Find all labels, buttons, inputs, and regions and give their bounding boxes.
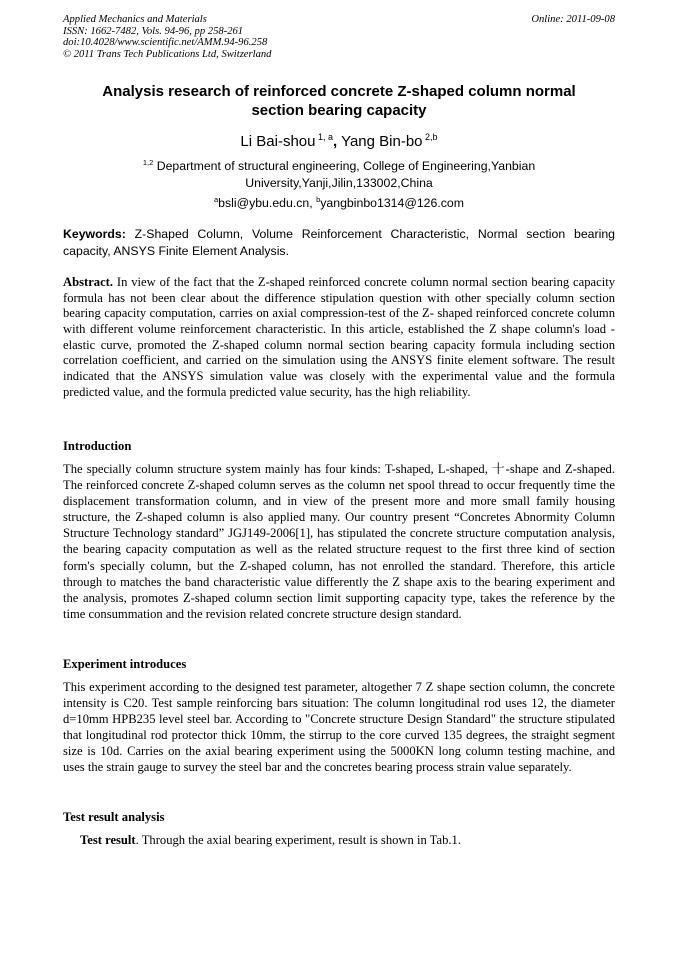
abstract xyxy=(63,275,615,400)
introduction-heading: Introduction xyxy=(63,439,132,453)
journal-name: Applied Mechanics and Materials xyxy=(63,14,207,25)
keywords xyxy=(63,226,615,259)
author-1-name: Li Bai-shou xyxy=(240,133,316,150)
abstract-label: Abstract. xyxy=(63,275,114,289)
copyright-line: © 2011 Trans Tech Publications Ltd, Switzerland xyxy=(63,48,272,60)
online-date: Online: 2011-09-08 xyxy=(531,14,615,25)
doi-line: doi:10.4028/www.scientific.net/AMM.94-96.258 xyxy=(63,37,268,48)
title-line-2: section bearing capacity xyxy=(251,102,427,119)
experiment-heading: Experiment introduces xyxy=(63,657,187,671)
experiment-text: This experiment according to the designed test parameter, altogether 7 Z shape section column, the concrete intensity is C20. Test sample reinforcing bars situation: The column longitudinal rod uses 12, the diameter d=10mm HPB235 level steel bar. According to "Concrete structure Design Standard" the structure stipulated that longitudinal rod protector thick 10mm, the stirrup to the core curved 135 degrees, the straight segment size is 10d. Carries on the axial bearing experiment using the 5000KN long column testing machine, and uses the strain gauge to survey the steel bar and the concretes bearing process strain value separately. xyxy=(63,680,615,775)
author-1-sup: 1, a xyxy=(317,132,333,142)
email-a[interactable]: bsli@ybu.edu.cn, xyxy=(218,196,313,210)
test-result-text: . Through the axial bearing experiment, result is shown in Tab.1. xyxy=(135,833,461,847)
test-result-label: Test result xyxy=(80,833,136,847)
author-2-sup: 2,b xyxy=(425,132,438,142)
introduction-text: The specially column structure system mainly has four kinds: T-shaped, L-shaped, 十-shape and Z-shaped. The reinforced concrete Z-shaped column serves as the column net spool thread to occur frequently time the displacement transformation column, and in view of the present more and more small family housing structure, the Z-shaped column is also applied many. Our country present “Concretes Abnormity Column Structure Technology standard” JGJ149-2006[1], has stipulated the concrete structure computation analysis, the bearing capacity computation as well as the related structure request to the first three kind of section form's specially column, but the Z-shaped column, has not enrolled the standard. Therefore, this article through to matches the band characteristic value differently the Z shape axis to the bearing experiment and the analysis, promotes Z-shaped column section limit supporting capacity type, takes the reference by the time consummation and the revision related concrete structure design standard. xyxy=(63,462,615,621)
title-line-1: Analysis research of reinforced concrete Z-shaped column normal xyxy=(102,83,576,100)
issn-line: ISSN: 1662-7482, Vols. 94-96, pp 258-261 xyxy=(63,25,244,37)
affiliation-line-2: University,Yanji,Jilin,133002,China xyxy=(245,175,433,190)
journal-header xyxy=(63,14,615,60)
author-emails xyxy=(63,192,615,211)
email-b[interactable]: yangbinbo1314@126.com xyxy=(320,196,465,210)
keywords-text: Z-Shaped Column, Volume Reinforcement Characteristic, Normal section bearing capacity, ANSYS Finite Element Analysis. xyxy=(63,227,616,258)
keywords-label: Keywords: xyxy=(63,227,126,241)
author-separator: , xyxy=(333,133,338,150)
test-result-paragraph xyxy=(63,832,615,848)
paper-title xyxy=(63,82,615,120)
author-list xyxy=(63,128,615,151)
test-result-analysis-heading: Test result analysis xyxy=(63,810,165,824)
author-2-name: Yang Bin-bo xyxy=(341,133,423,150)
email-a-sup: a xyxy=(213,195,219,204)
affiliation xyxy=(63,155,615,191)
abstract-text: In view of the fact that the Z-shaped reinforced concrete column normal section bearing capacity formula has not been clear about the difference stipulation question with other specially column section bearing capacity computation, carries on axial compression-test of the Z- shaped reinforced concrete column with different volume reinforcement characteristic. In this article, established the Z shape column's load - elastic curve, promoted the Z-shaped column normal section bearing capacity formula including section correlation coefficient, and carried on the simulation using the ANSYS finite element software. The result indicated that the ANSYS simulation value was closely with the experimental value and the formula predicted value, and the formula predicted value security, has the high reliability. xyxy=(63,275,615,399)
email-b-sup: b xyxy=(316,195,321,204)
affiliation-line-1: Department of structural engineering, College of Engineering,Yanbian xyxy=(156,159,536,173)
affiliation-sup: 1,2 xyxy=(142,158,154,167)
